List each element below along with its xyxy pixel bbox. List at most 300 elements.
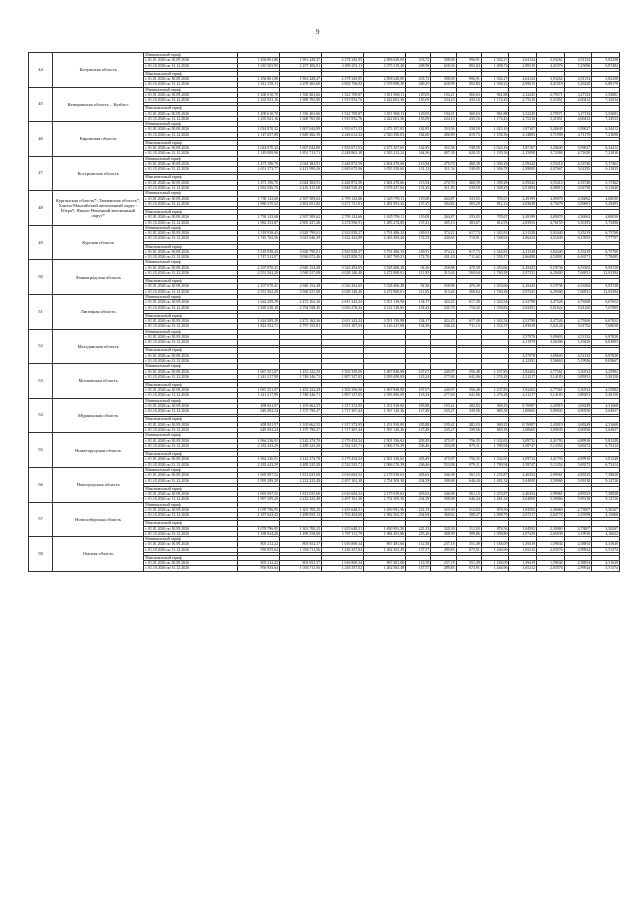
value-cell: 5,64927	[592, 428, 620, 433]
value-cell: 4,71650	[564, 151, 592, 156]
value-cell: 289,83	[431, 547, 456, 552]
value-cell: 3,09732	[509, 457, 537, 462]
value-cell: 2 797 355,81	[280, 324, 322, 329]
value-cell: 2,07217	[509, 513, 537, 518]
value-cell: 2,07429	[509, 531, 537, 536]
value-cell: 1 184,09	[481, 561, 509, 566]
value-cell: 3,72368	[537, 151, 565, 156]
value-cell: 673,91	[456, 547, 481, 552]
value-cell: 569,64	[456, 289, 481, 294]
value-cell: 3,27134	[564, 92, 592, 97]
value-cell: 5,69272	[564, 462, 592, 467]
value-cell: 4 028 140,40	[322, 289, 364, 294]
value-cell: 2,77561	[537, 369, 565, 374]
value-cell: 6,75414	[592, 462, 620, 467]
value-cell: 2,83933	[509, 220, 537, 225]
value-cell: 2,99924	[564, 566, 592, 571]
value-cell: 3,09045	[537, 409, 565, 414]
value-cell: 8,03083	[592, 340, 620, 345]
tariff-type-label: Максимальный тариф	[144, 486, 238, 491]
value-cell: 2 489 325,20	[280, 443, 322, 448]
value-cell: 2 472 162,36	[280, 300, 322, 305]
value-cell: 3,71998	[537, 132, 565, 137]
value-cell: 5,51374	[592, 566, 620, 571]
value-cell: 967 481,60	[364, 542, 406, 547]
value-cell: 1 236 357,02	[322, 547, 364, 552]
value-cell: 6,34412	[592, 127, 620, 132]
value-cell: 383,67	[456, 220, 481, 225]
value-cell: 4,31668	[592, 404, 620, 409]
value-cell: 2 448 872,50	[322, 180, 364, 185]
value-cell: 1 036 711,56	[280, 566, 322, 571]
period-cell: c 01.10.2026 по 31.12.2026	[144, 462, 238, 467]
value-cell: 2 551 562,29	[237, 289, 279, 294]
value-cell: 7,39828	[592, 473, 620, 478]
value-cell: 1 607 044,89	[280, 146, 322, 151]
value-cell: 4,41518	[537, 82, 565, 87]
value-cell: 3,69249	[564, 422, 592, 427]
value-cell: 3,04000	[509, 478, 537, 483]
value-cell: 5,13354	[537, 443, 565, 448]
value-cell: 195,41	[431, 404, 456, 409]
period-cell: c 01.10.2026 по 31.12.2026	[144, 236, 238, 241]
period-cell: c 01.01.2026 по 30.09.2026	[144, 284, 238, 289]
region-number: 56	[29, 467, 53, 502]
value-cell: 92,36	[406, 265, 431, 270]
value-cell: 234,58	[406, 478, 431, 483]
value-cell: 2 422 601,56	[364, 98, 406, 103]
value-cell: 3,19918	[564, 531, 592, 536]
value-cell: 1,65212	[509, 566, 537, 571]
value-cell: 4,89910	[564, 457, 592, 462]
value-cell: 3,57978	[509, 334, 537, 339]
value-cell: 2 754 309,30	[364, 497, 406, 502]
value-cell: 3 791 486,33	[364, 231, 406, 236]
value-cell: 234,58	[406, 497, 431, 502]
value-cell: 5,69272	[564, 443, 592, 448]
value-cell: 2,52798	[509, 319, 537, 324]
value-cell: 2 416 415,68	[280, 186, 322, 191]
value-cell: 673,91	[456, 566, 481, 571]
value-cell: 4,31649	[592, 542, 620, 547]
period-cell: c 01.01.2026 по 30.09.2026	[144, 249, 238, 254]
value-cell: 569,25	[481, 422, 509, 427]
value-cell: 2,59442	[509, 162, 537, 167]
value-cell: 2,73007	[564, 507, 592, 512]
value-cell: 4,12391	[509, 358, 537, 363]
value-cell: 3 026 276,22	[322, 305, 364, 310]
value-cell: 2 920 290,03	[364, 132, 406, 137]
period-cell: c 01.10.2026 по 31.12.2026	[144, 132, 238, 137]
value-cell: 2 532 525,71	[322, 462, 364, 467]
value-cell: 4,51333	[564, 353, 592, 358]
value-cell: 1 302,27	[481, 58, 509, 63]
value-cell: 2,52798	[509, 300, 537, 305]
value-cell: 553,08	[431, 462, 456, 467]
value-cell: 1 717 267,44	[322, 428, 364, 433]
value-cell: 1 650 991,56	[364, 526, 406, 531]
value-cell: 5,19736	[537, 265, 565, 270]
value-cell: 561,15	[456, 473, 481, 478]
region-name: Костромская область	[53, 156, 144, 191]
value-cell: 1 748 346,71	[280, 374, 322, 379]
value-cell: 4 363 493,44	[364, 236, 406, 241]
value-cell: 4,08015	[537, 186, 565, 191]
value-cell: 6,34412	[592, 146, 620, 151]
value-cell: 1 435 941,16	[237, 116, 279, 121]
value-cell: 123,34	[406, 374, 431, 379]
value-cell: 264,87	[431, 215, 456, 220]
value-cell: 1 241 217,99	[237, 393, 279, 398]
value-cell: 2 628 799,01	[280, 249, 322, 254]
value-cell: 119,08	[406, 215, 431, 220]
value-cell: 2 604 470,66	[364, 180, 406, 185]
tariff-type-label: Минимальный тариф	[144, 364, 238, 369]
value-cell: 1 624 209,29	[237, 300, 279, 305]
value-cell: 311,54	[431, 167, 456, 172]
value-cell: 2,64144	[509, 76, 537, 81]
value-cell: 2,21217	[509, 374, 537, 379]
value-cell: 5,35219	[564, 231, 592, 236]
value-cell: 9,93728	[592, 265, 620, 270]
value-cell: 2 501 356,62	[364, 457, 406, 462]
value-cell: 628,99	[431, 82, 456, 87]
value-cell: 756,35	[456, 457, 481, 462]
value-cell: 802,04	[456, 63, 481, 68]
value-cell: 1 608 765,90	[280, 98, 322, 103]
value-cell: 2,38854	[564, 542, 592, 547]
tariff-type-label: Максимальный тариф	[144, 348, 238, 353]
value-cell: 617,30	[456, 300, 481, 305]
value-cell: 1 961 428,47	[280, 76, 322, 81]
value-cell: 646,44	[456, 478, 481, 483]
value-cell: 5,17462	[592, 180, 620, 185]
value-cell: 5,25696	[564, 63, 592, 68]
value-cell: 1 343,54	[481, 319, 509, 324]
value-cell: 5,19936	[564, 358, 592, 363]
value-cell: 950 955,64	[237, 566, 279, 571]
value-cell: 1 453 322,29	[280, 369, 322, 374]
value-cell: 961,88	[481, 111, 509, 116]
value-cell: 264,87	[431, 196, 456, 201]
value-cell: 1 473 196,70	[237, 180, 279, 185]
value-cell: 1 518 938,43	[237, 249, 279, 254]
value-cell: 1 302,27	[481, 76, 509, 81]
value-cell: 353,56	[431, 146, 456, 151]
value-cell: 3 078 437,04	[364, 186, 406, 191]
value-cell: 398,00	[431, 58, 456, 63]
value-cell: 4,15066	[592, 513, 620, 518]
period-cell: c 01.01.2026 по 30.09.2026	[144, 438, 238, 443]
value-cell: 641,06	[456, 374, 481, 379]
value-cell: 3 274 996,91	[322, 220, 364, 225]
value-cell: 4 272 900,01	[364, 289, 406, 294]
value-cell: 105,88	[406, 422, 431, 427]
value-cell: 1,87107	[509, 127, 537, 132]
value-cell: 1 184,09	[481, 542, 509, 547]
value-cell: 0,76987	[509, 404, 537, 409]
value-cell: 1,65212	[509, 547, 537, 552]
value-cell: 1 522 709,87	[322, 92, 364, 97]
value-cell: 3,09732	[509, 438, 537, 443]
value-cell: 1 251 918,00	[364, 422, 406, 427]
value-cell: 950 955,64	[237, 547, 279, 552]
value-cell: 1 499 558,69	[280, 531, 322, 536]
value-cell: 1 780,94	[481, 443, 509, 448]
value-cell: 2 604 470,66	[364, 162, 406, 167]
tariff-type-label: Максимальный тариф	[144, 452, 238, 457]
value-cell: 154,43	[406, 305, 431, 310]
value-cell: 2 397 509,62	[280, 196, 322, 201]
value-cell: 1 455 648,51	[322, 507, 364, 512]
value-cell: 539,59	[456, 186, 481, 191]
value-cell: 1,00665	[509, 428, 537, 433]
value-cell: 4,52091	[537, 255, 565, 260]
value-cell: 1 550,82	[481, 305, 509, 310]
period-cell: c 01.01.2026 по 30.09.2026	[144, 300, 238, 305]
value-cell: 4,31649	[592, 561, 620, 566]
value-cell: 5,81248	[592, 438, 620, 443]
value-cell: 2 906 576,39	[364, 462, 406, 467]
period-cell: c 01.10.2026 по 31.12.2026	[144, 82, 238, 87]
value-cell: 142,85	[406, 146, 431, 151]
value-cell: 2 799 142,66	[322, 215, 364, 220]
value-cell: 1 147 657,89	[237, 132, 279, 137]
period-cell: c 01.10.2026 по 31.12.2026	[144, 167, 238, 172]
value-cell: 383,29	[456, 201, 481, 206]
value-cell: 1 705 404,68	[322, 513, 364, 518]
value-cell: 6,75414	[592, 443, 620, 448]
value-cell: 1 695 097,52	[237, 491, 279, 496]
tariff-type-label: Максимальный тариф	[144, 279, 238, 284]
value-cell: 2 501 356,62	[364, 438, 406, 443]
value-cell: 2 182 443,29	[237, 462, 279, 467]
value-cell: 1 301 700,25	[280, 507, 322, 512]
value-cell: 4,51154	[564, 58, 592, 63]
value-cell: 172,55	[406, 236, 431, 241]
value-cell: 2 532 525,71	[322, 443, 364, 448]
value-cell: 4,51333	[564, 334, 592, 339]
value-cell: 2,64144	[509, 58, 537, 63]
value-cell: 1 995 299,29	[237, 478, 279, 483]
value-cell: 2,98319	[509, 63, 537, 68]
value-cell: 2,45443	[509, 265, 537, 270]
tariff-type-label: Минимальный тариф	[144, 87, 238, 92]
value-cell: 113,94	[406, 180, 431, 185]
value-cell: 1 317 372,95	[322, 422, 364, 427]
period-cell: c 01.10.2026 по 31.12.2026	[144, 305, 238, 310]
value-cell: 2 222 225,48	[280, 497, 322, 502]
tariff-type-label: Максимальный тариф	[144, 313, 238, 318]
value-cell: 1,39419	[509, 542, 537, 547]
value-cell: 3 055 358,60	[364, 167, 406, 172]
value-cell: 3 375 519,40	[364, 63, 406, 68]
value-cell: 3,09603	[537, 334, 565, 339]
value-cell: 1 610 565,95	[237, 63, 279, 68]
value-cell: 1 455 648,51	[322, 526, 364, 531]
value-cell: 113,94	[406, 162, 431, 167]
value-cell: 368,62	[431, 513, 456, 518]
tariff-table	[28, 52, 620, 572]
value-cell: 2 858 628,00	[364, 76, 406, 81]
value-cell: 4,89910	[564, 438, 592, 443]
value-cell: 2,65039	[537, 531, 565, 536]
value-cell: 2,30069	[537, 526, 565, 531]
value-cell: 1 935 671,53	[322, 127, 364, 132]
region-number: 53	[29, 364, 53, 399]
period-cell: c 01.01.2026 по 30.09.2026	[144, 422, 238, 427]
region-number: 55	[29, 433, 53, 468]
value-cell: 137,57	[406, 566, 431, 571]
value-cell: 1 567 120,26	[364, 409, 406, 414]
value-cell: 3 791 486,33	[364, 249, 406, 254]
value-cell: 9,12726	[592, 497, 620, 502]
value-cell: 131,26	[406, 186, 431, 191]
value-cell: 1 498,72	[481, 63, 509, 68]
value-cell: 237,18	[431, 542, 456, 547]
value-cell: 9,93728	[592, 284, 620, 289]
value-cell: 406,89	[431, 132, 456, 137]
period-cell: c 01.10.2026 по 31.12.2026	[144, 358, 238, 363]
value-cell: 1,92263	[509, 369, 537, 374]
region-number: 54	[29, 398, 53, 433]
value-cell: 4,25982	[592, 388, 620, 393]
value-cell: 92,36	[406, 284, 431, 289]
value-cell: 155,09	[406, 116, 431, 121]
value-cell: 3,55414	[537, 180, 565, 185]
value-cell: 2 940 154,48	[280, 265, 322, 270]
value-cell: 3,27134	[564, 111, 592, 116]
value-cell: 233,72	[406, 76, 431, 81]
value-cell: 3 271 721,91	[322, 201, 364, 206]
value-cell: 4,51154	[564, 76, 592, 81]
value-cell: 1 807 327,05	[322, 374, 364, 379]
value-cell: 3,89291	[564, 374, 592, 379]
region-name: Калужская область	[53, 53, 144, 88]
value-cell: 374,22	[431, 249, 456, 254]
value-cell: 1 624 209,29	[237, 319, 279, 324]
value-cell: 1 532,65	[481, 438, 509, 443]
value-cell: 7,77707	[592, 236, 620, 241]
value-cell: 4,90550	[564, 409, 592, 414]
value-cell: 2,32245	[509, 111, 537, 116]
value-cell: 194,21	[431, 111, 456, 116]
value-cell: 5,17462	[592, 162, 620, 167]
value-cell: 7,32934	[592, 98, 620, 103]
page-number: 9	[316, 28, 320, 36]
value-cell: 1 717 267,44	[322, 409, 364, 414]
period-cell: c 01.10.2026 по 31.12.2026	[144, 324, 238, 329]
value-cell: 5,02295	[564, 167, 592, 172]
value-cell: 236,46	[406, 443, 431, 448]
value-cell: 1 453 322,29	[280, 388, 322, 393]
value-cell: 4,51639	[537, 236, 565, 241]
value-cell: 3,56306	[537, 340, 565, 345]
value-cell: 3,57978	[509, 353, 537, 358]
value-cell: 961,88	[481, 92, 509, 97]
value-cell: 154,56	[406, 324, 431, 329]
value-cell: 1 453,66	[481, 265, 509, 270]
value-cell: 1 025 799,11	[364, 196, 406, 201]
value-cell: 289,83	[431, 566, 456, 571]
period-cell: c 01.01.2026 по 30.09.2026	[144, 146, 238, 151]
value-cell: 435,16	[456, 116, 481, 121]
value-cell: 2 906 576,39	[364, 443, 406, 448]
value-cell: 277,60	[431, 374, 456, 379]
value-cell: 333,05	[456, 196, 481, 201]
value-cell: 2,66490	[509, 255, 537, 260]
value-cell: 2,83639	[509, 324, 537, 329]
period-cell: c 01.01.2026 по 30.09.2026	[144, 127, 238, 132]
value-cell: 1 807 327,05	[322, 393, 364, 398]
tariff-type-label: Минимальный тариф	[144, 191, 238, 196]
value-cell: 4,36062	[564, 196, 592, 201]
period-cell: c 01.01.2026 по 30.09.2026	[144, 215, 238, 220]
period-cell: c 01.01.2026 по 30.09.2026	[144, 76, 238, 81]
value-cell: 2 107 070,41	[237, 265, 279, 270]
value-cell: 1 253,87	[481, 491, 509, 496]
value-cell: 234,10	[431, 116, 456, 121]
value-cell: 3,58747	[509, 462, 537, 467]
region-name: Липецкая область	[53, 295, 144, 330]
value-cell: 430,65	[431, 236, 456, 241]
value-cell: 2 858 628,00	[364, 58, 406, 63]
value-cell: 2,64774	[537, 513, 565, 518]
tariff-type-label: Минимальный тариф	[144, 467, 238, 472]
value-cell: 2 142 274,70	[280, 438, 322, 443]
value-cell: 3,20639	[537, 127, 565, 132]
value-cell: 2 631 343,24	[322, 319, 364, 324]
value-cell: 2,49199	[509, 196, 537, 201]
value-cell: 1 107,85	[481, 369, 509, 374]
region-name: Ленинградская область	[53, 260, 144, 295]
tariff-type-label: Максимальный тариф	[144, 71, 238, 76]
value-cell: 2,83649	[509, 201, 537, 206]
value-cell: 3,19599	[564, 513, 592, 518]
region-name: Новосибирская область	[53, 502, 144, 537]
value-cell: 258,86	[431, 284, 456, 289]
value-cell: 4,09070	[537, 196, 565, 201]
value-cell: 641,06	[456, 393, 481, 398]
region-number: 48	[29, 191, 53, 226]
value-cell: 1 024 070,32	[237, 127, 279, 132]
value-cell: 195,41	[431, 422, 456, 427]
value-cell: 346,08	[431, 491, 456, 496]
value-cell: 5,19416	[564, 340, 592, 345]
value-cell: 2,46354	[509, 473, 537, 478]
value-cell: 172,70	[406, 255, 431, 260]
value-cell: 628,36	[431, 63, 456, 68]
value-cell: 282,03	[456, 404, 481, 409]
value-cell: 1 652 926,70	[237, 186, 279, 191]
value-cell: 4 272 900,01	[364, 271, 406, 276]
tariff-type-label: Минимальный тариф	[144, 156, 238, 161]
value-cell: 4,76155	[537, 220, 565, 225]
value-cell: 1 107,85	[481, 388, 509, 393]
value-cell: 5,09691	[564, 201, 592, 206]
value-cell: 6,67652	[592, 319, 620, 324]
region-name: Курганская область*; Тюменская область*; Ханты-Мансийский автономный округ - Югра*; Ямало-Ненецкий автономный округ*	[53, 191, 144, 226]
value-cell: 551,49	[456, 561, 481, 566]
value-cell: 6,33304	[564, 284, 592, 289]
value-cell: 127,48	[406, 428, 431, 433]
period-cell: c 01.01.2026 по 30.09.2026	[144, 473, 238, 478]
value-cell: 5,82208	[592, 58, 620, 63]
value-cell: 235,27	[431, 428, 456, 433]
tariff-type-label: Минимальный тариф	[144, 502, 238, 507]
period-cell: c 01.01.2026 по 30.09.2026	[144, 196, 238, 201]
value-cell: 1 200 610,70	[237, 92, 279, 97]
